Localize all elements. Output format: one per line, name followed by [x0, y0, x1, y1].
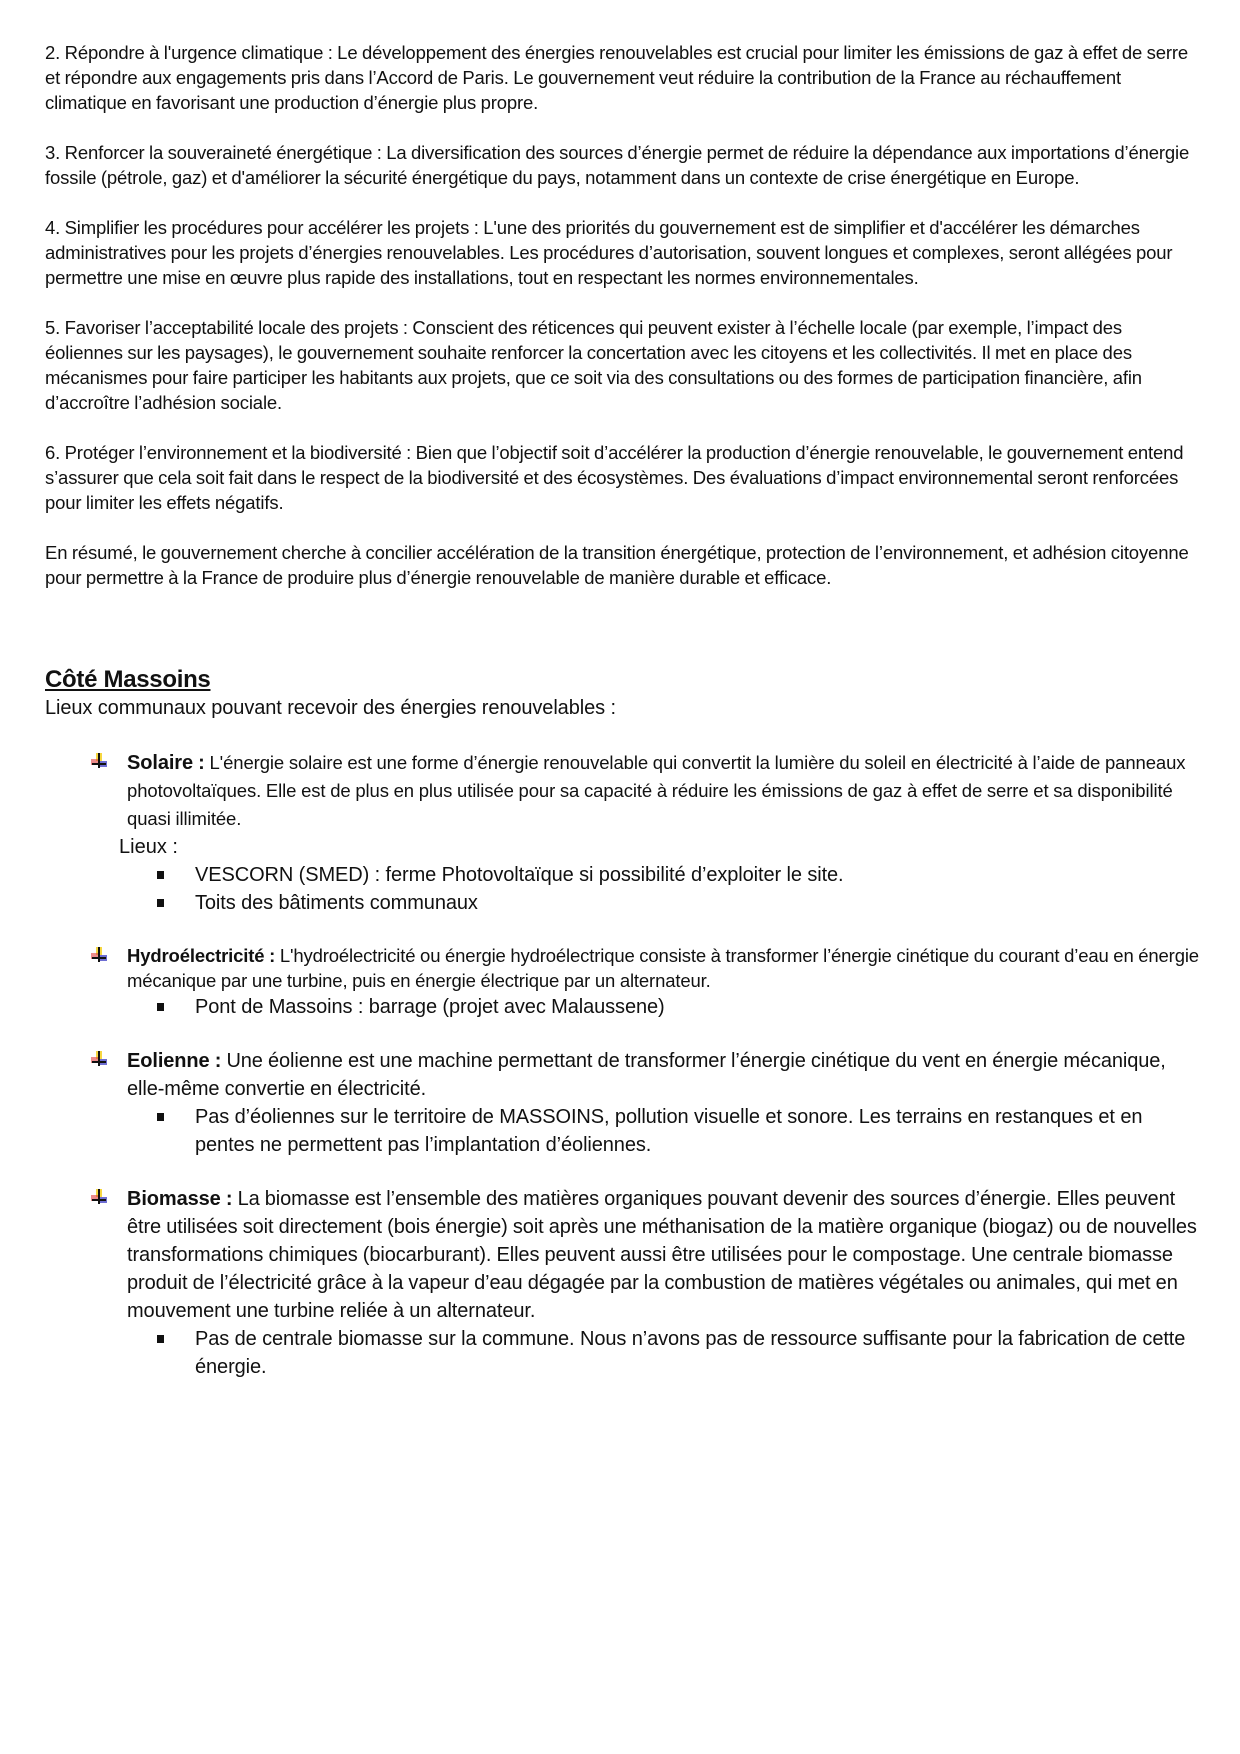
- section-intro: Lieux communaux pouvant recevoir des énergies renouvelables :: [45, 697, 616, 719]
- energy-item-hydroelectricite: [45, 943, 1200, 1021]
- energy-name: Hydroélectricité :: [127, 945, 276, 966]
- place-item: VESCORN (SMED) : ferme Photovoltaïque si possibilité d’exploiter le site.: [127, 861, 1200, 889]
- paragraph-resume: En résumé, le gouvernement cherche à concilier accélération de la transition énergétique, protection de l’environnement, et adhésion citoyenne pour permettre à la France de produire plus d’énergie renouvelable de manière durable et efficace.: [45, 542, 1189, 588]
- places-list: [127, 1103, 1200, 1159]
- square-bullet-icon: [157, 1003, 164, 1011]
- energy-name: Biomasse :: [127, 1188, 233, 1210]
- paragraph-proteger-environnement: 6. Protéger l’environnement et la biodiversité : Bien que l’objectif soit d’accélérer la production d’énergie renouvelable, le gouvernement entend s’assurer que cela soit fait dans le respect de la biodiversité et des écosystèmes. Des évaluations d’impact environnemental seront renforcées pour limiter les effets négatifs.: [45, 442, 1184, 513]
- paragraph-souverainete: 3. Renforcer la souveraineté énergétique : La diversification des sources d’énergie permet de réduire la dépendance aux importations d’énergie fossile (pétrole, gaz) et d'améliorer la sécurité énergétique du pays, notamment dans un contexte de crise énergétique en Europe.: [45, 142, 1190, 188]
- section-title: Côté Massoins: [45, 666, 211, 693]
- arrow-down-bullet-icon: [91, 753, 107, 769]
- energy-name: Solaire :: [127, 752, 205, 774]
- square-bullet-icon: [157, 899, 164, 907]
- arrow-down-bullet-icon: [91, 1051, 107, 1067]
- square-bullet-icon: [157, 1335, 164, 1343]
- energy-item-eolienne: [45, 1047, 1200, 1159]
- place-item: Pas de centrale biomasse sur la commune. Nous n’avons pas de ressource suffisante pour la fabrication de cette énergie.: [127, 1325, 1200, 1381]
- place-item: Toits des bâtiments communaux: [127, 889, 1200, 917]
- energy-name: Eolienne :: [127, 1050, 222, 1072]
- square-bullet-icon: [157, 1113, 164, 1121]
- square-bullet-icon: [157, 871, 164, 879]
- document-page: [45, 40, 1200, 1407]
- paragraph-urgence-climatique: 2. Répondre à l'urgence climatique : Le développement des énergies renouvelables est crucial pour limiter les émissions de gaz à effet de serre et répondre aux engagements pris dans l’Accord de Paris. Le gouvernement veut réduire la contribution de la France au réchauffement climatique en favorisant une production d’énergie plus propre.: [45, 42, 1189, 113]
- places-label: Lieux :: [119, 836, 178, 858]
- paragraph-simplifier-procedures: 4. Simplifier les procédures pour accélérer les projets : L'une des priorités du gouvernement est de simplifier et d'accélérer les démarches administratives pour les projets d’énergies renouvelables. Les procédures d’autorisation, souvent longues et complexes, seront allégées pour permettre une mise en œuvre plus rapide des installations, tout en respectant les normes environnementales.: [45, 217, 1173, 288]
- energy-list: [45, 749, 1200, 1381]
- energy-description: L'hydroélectricité ou énergie hydroélectrique consiste à transformer l’énergie cinétique du courant d’eau en énergie mécanique par une turbine, puis en énergie électrique par un alternateur.: [127, 945, 1199, 991]
- arrow-down-bullet-icon: [91, 1189, 107, 1205]
- places-list: [127, 1325, 1200, 1381]
- places-list: [127, 861, 1200, 917]
- energy-item-biomasse: [45, 1185, 1200, 1381]
- place-item: Pas d’éoliennes sur le territoire de MASSOINS, pollution visuelle et sonore. Les terrains en restanques et en pentes ne permettent pas l’implantation d’éoliennes.: [127, 1103, 1200, 1159]
- arrow-down-bullet-icon: [91, 947, 107, 963]
- place-item: Pont de Massoins : barrage (projet avec Malaussene): [127, 993, 1200, 1021]
- energy-item-solaire: [45, 749, 1200, 917]
- paragraph-acceptabilite-locale: 5. Favoriser l’acceptabilité locale des projets : Conscient des réticences qui peuvent exister à l’échelle locale (par exemple, l’impact des éoliennes sur les paysages), le gouvernement souhaite renforcer la concertation avec les citoyens et les collectivités. Il met en place des mécanismes pour faire participer les habitants aux projets, que ce soit via des consultations ou des formes de participation financière, afin d’accroître l’adhésion sociale.: [45, 317, 1142, 413]
- places-list: [127, 993, 1200, 1021]
- energy-description: La biomasse est l’ensemble des matières organiques pouvant devenir des sources d’énergie. Elles peuvent être utilisées soit directement (bois énergie) soit après une méthanisation de la matière organique (biogaz) ou de nouvelles transformations chimiques (biocarburant). Elles peuvent aussi être utilisées pour le compostage. Une centrale biomasse produit de l’électricité grâce à la vapeur d’eau dégagée par la combustion de matières végétales ou animales, qui met en mouvement une turbine reliée à un alternateur.: [127, 1188, 1197, 1322]
- energy-description: L'énergie solaire est une forme d’énergie renouvelable qui convertit la lumière du soleil en électricité à l’aide de panneaux photovoltaïques. Elle est de plus en plus utilisée pour sa capacité à réduire les émissions de gaz à effet de serre et sa disponibilité quasi illimitée.: [127, 752, 1186, 829]
- energy-description: Une éolienne est une machine permettant de transformer l’énergie cinétique du vent en énergie mécanique, elle-même convertie en électricité.: [127, 1050, 1166, 1100]
